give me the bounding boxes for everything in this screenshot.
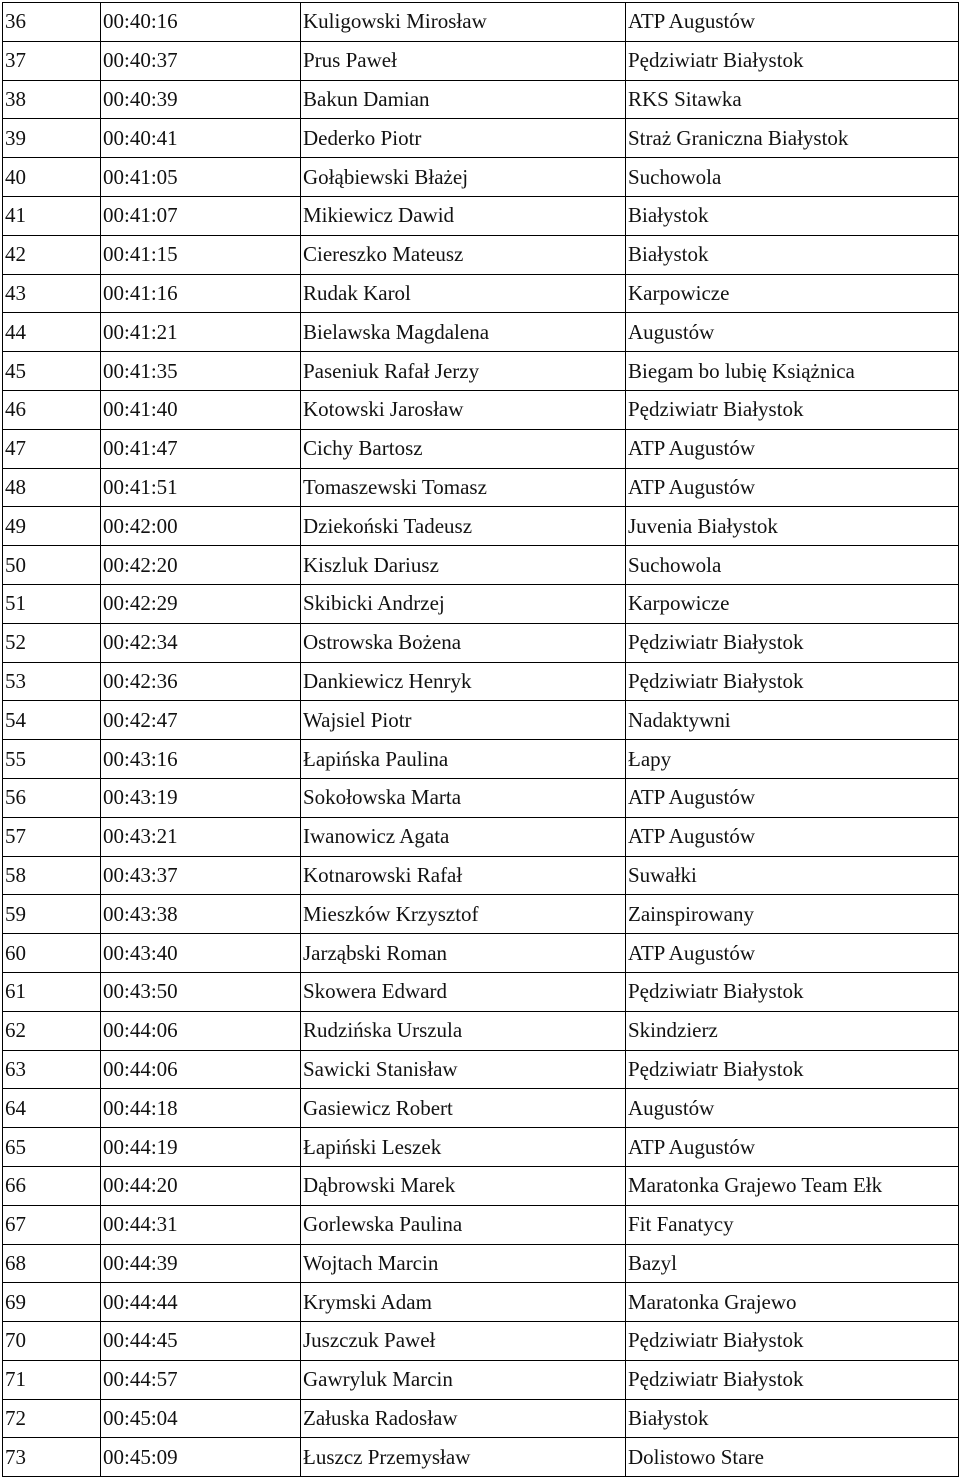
place-cell: 49	[3, 507, 101, 546]
table-row	[3, 1399, 959, 1438]
time-cell: 00:41:40	[101, 390, 301, 429]
table-row	[3, 740, 959, 779]
club-cell: Suwałki	[626, 856, 959, 895]
club-cell: Bazyl	[626, 1244, 959, 1283]
table-row	[3, 1205, 959, 1244]
time-cell: 00:45:09	[101, 1438, 301, 1477]
name-cell: Dankiewicz Henryk	[301, 662, 626, 701]
club-cell: ATP Augustów	[626, 817, 959, 856]
name-cell: Wajsiel Piotr	[301, 701, 626, 740]
time-cell: 00:44:31	[101, 1205, 301, 1244]
club-cell: Maratonka Grajewo	[626, 1283, 959, 1322]
place-cell: 50	[3, 546, 101, 585]
name-cell: Gawryluk Marcin	[301, 1360, 626, 1399]
name-cell: Jarząbski Roman	[301, 934, 626, 973]
time-cell: 00:41:15	[101, 235, 301, 274]
name-cell: Ostrowska Bożena	[301, 623, 626, 662]
time-cell: 00:41:16	[101, 274, 301, 313]
name-cell: Mieszków Krzysztof	[301, 895, 626, 934]
time-cell: 00:40:41	[101, 119, 301, 158]
club-cell: Pędziwiatr Białystok	[626, 1322, 959, 1361]
table-row	[3, 623, 959, 662]
name-cell: Skibicki Andrzej	[301, 584, 626, 623]
club-cell: ATP Augustów	[626, 934, 959, 973]
time-cell: 00:44:45	[101, 1322, 301, 1361]
time-cell: 00:43:40	[101, 934, 301, 973]
place-cell: 57	[3, 817, 101, 856]
place-cell: 70	[3, 1322, 101, 1361]
place-cell: 61	[3, 972, 101, 1011]
club-cell: Pędziwiatr Białystok	[626, 662, 959, 701]
place-cell: 39	[3, 119, 101, 158]
club-cell: Łapy	[626, 740, 959, 779]
name-cell: Kotowski Jarosław	[301, 390, 626, 429]
name-cell: Sawicki Stanisław	[301, 1050, 626, 1089]
name-cell: Dąbrowski Marek	[301, 1166, 626, 1205]
table-row	[3, 546, 959, 585]
name-cell: Skowera Edward	[301, 972, 626, 1011]
table-row	[3, 41, 959, 80]
name-cell: Rudzińska Urszula	[301, 1011, 626, 1050]
club-cell: Karpowicze	[626, 274, 959, 313]
name-cell: Iwanowicz Agata	[301, 817, 626, 856]
club-cell: Pędziwiatr Białystok	[626, 390, 959, 429]
table-row	[3, 1438, 959, 1477]
name-cell: Prus Paweł	[301, 41, 626, 80]
time-cell: 00:41:35	[101, 352, 301, 391]
name-cell: Załuska Radosław	[301, 1399, 626, 1438]
place-cell: 41	[3, 196, 101, 235]
club-cell: Zainspirowany	[626, 895, 959, 934]
name-cell: Łapińska Paulina	[301, 740, 626, 779]
club-cell: Białystok	[626, 1399, 959, 1438]
time-cell: 00:44:57	[101, 1360, 301, 1399]
table-row	[3, 3, 959, 42]
club-cell: Biegam bo lubię Książnica	[626, 352, 959, 391]
table-row	[3, 429, 959, 468]
table-row	[3, 196, 959, 235]
time-cell: 00:42:34	[101, 623, 301, 662]
time-cell: 00:43:37	[101, 856, 301, 895]
time-cell: 00:42:29	[101, 584, 301, 623]
time-cell: 00:41:05	[101, 158, 301, 197]
time-cell: 00:41:47	[101, 429, 301, 468]
name-cell: Kiszluk Dariusz	[301, 546, 626, 585]
time-cell: 00:44:44	[101, 1283, 301, 1322]
table-row	[3, 972, 959, 1011]
club-cell: Augustów	[626, 313, 959, 352]
club-cell: ATP Augustów	[626, 1128, 959, 1167]
club-cell: ATP Augustów	[626, 429, 959, 468]
club-cell: Pędziwiatr Białystok	[626, 1050, 959, 1089]
place-cell: 55	[3, 740, 101, 779]
place-cell: 51	[3, 584, 101, 623]
name-cell: Krymski Adam	[301, 1283, 626, 1322]
results-table-body	[3, 3, 959, 1477]
time-cell: 00:43:50	[101, 972, 301, 1011]
table-row	[3, 274, 959, 313]
club-cell: Nadaktywni	[626, 701, 959, 740]
table-row	[3, 1166, 959, 1205]
place-cell: 37	[3, 41, 101, 80]
club-cell: Białystok	[626, 235, 959, 274]
name-cell: Ciereszko Mateusz	[301, 235, 626, 274]
time-cell: 00:44:39	[101, 1244, 301, 1283]
club-cell: RKS Sitawka	[626, 80, 959, 119]
table-row	[3, 390, 959, 429]
place-cell: 65	[3, 1128, 101, 1167]
name-cell: Wojtach Marcin	[301, 1244, 626, 1283]
table-row	[3, 1128, 959, 1167]
club-cell: Suchowola	[626, 546, 959, 585]
place-cell: 48	[3, 468, 101, 507]
club-cell: Pędziwiatr Białystok	[626, 623, 959, 662]
name-cell: Paseniuk Rafał Jerzy	[301, 352, 626, 391]
table-row	[3, 158, 959, 197]
table-row	[3, 1360, 959, 1399]
time-cell: 00:41:07	[101, 196, 301, 235]
name-cell: Łapiński Leszek	[301, 1128, 626, 1167]
table-row	[3, 817, 959, 856]
table-row	[3, 934, 959, 973]
name-cell: Sokołowska Marta	[301, 778, 626, 817]
club-cell: ATP Augustów	[626, 468, 959, 507]
table-row	[3, 235, 959, 274]
place-cell: 36	[3, 3, 101, 42]
time-cell: 00:43:21	[101, 817, 301, 856]
place-cell: 43	[3, 274, 101, 313]
place-cell: 44	[3, 313, 101, 352]
table-row	[3, 468, 959, 507]
club-cell: Pędziwiatr Białystok	[626, 1360, 959, 1399]
time-cell: 00:42:00	[101, 507, 301, 546]
time-cell: 00:45:04	[101, 1399, 301, 1438]
place-cell: 66	[3, 1166, 101, 1205]
place-cell: 40	[3, 158, 101, 197]
place-cell: 46	[3, 390, 101, 429]
name-cell: Łuszcz Przemysław	[301, 1438, 626, 1477]
time-cell: 00:44:19	[101, 1128, 301, 1167]
club-cell: Dolistowo Stare	[626, 1438, 959, 1477]
place-cell: 54	[3, 701, 101, 740]
table-row	[3, 119, 959, 158]
name-cell: Gołąbiewski Błażej	[301, 158, 626, 197]
club-cell: ATP Augustów	[626, 778, 959, 817]
place-cell: 58	[3, 856, 101, 895]
table-row	[3, 895, 959, 934]
time-cell: 00:43:19	[101, 778, 301, 817]
table-row	[3, 1011, 959, 1050]
time-cell: 00:44:20	[101, 1166, 301, 1205]
name-cell: Kotnarowski Rafał	[301, 856, 626, 895]
table-row	[3, 313, 959, 352]
time-cell: 00:40:16	[101, 3, 301, 42]
name-cell: Mikiewicz Dawid	[301, 196, 626, 235]
place-cell: 52	[3, 623, 101, 662]
time-cell: 00:44:06	[101, 1011, 301, 1050]
table-row	[3, 856, 959, 895]
name-cell: Dziekoński Tadeusz	[301, 507, 626, 546]
name-cell: Bielawska Magdalena	[301, 313, 626, 352]
time-cell: 00:42:47	[101, 701, 301, 740]
place-cell: 71	[3, 1360, 101, 1399]
name-cell: Juszczuk Paweł	[301, 1322, 626, 1361]
club-cell: Karpowicze	[626, 584, 959, 623]
place-cell: 53	[3, 662, 101, 701]
table-row	[3, 1283, 959, 1322]
time-cell: 00:44:18	[101, 1089, 301, 1128]
place-cell: 68	[3, 1244, 101, 1283]
club-cell: Fit Fanatycy	[626, 1205, 959, 1244]
time-cell: 00:41:21	[101, 313, 301, 352]
club-cell: Suchowola	[626, 158, 959, 197]
time-cell: 00:41:51	[101, 468, 301, 507]
time-cell: 00:40:39	[101, 80, 301, 119]
table-row	[3, 1244, 959, 1283]
name-cell: Rudak Karol	[301, 274, 626, 313]
place-cell: 38	[3, 80, 101, 119]
name-cell: Kuligowski Mirosław	[301, 3, 626, 42]
place-cell: 67	[3, 1205, 101, 1244]
club-cell: Augustów	[626, 1089, 959, 1128]
table-row	[3, 662, 959, 701]
club-cell: Białystok	[626, 196, 959, 235]
time-cell: 00:43:16	[101, 740, 301, 779]
place-cell: 60	[3, 934, 101, 973]
time-cell: 00:44:06	[101, 1050, 301, 1089]
place-cell: 62	[3, 1011, 101, 1050]
name-cell: Gorlewska Paulina	[301, 1205, 626, 1244]
place-cell: 45	[3, 352, 101, 391]
place-cell: 73	[3, 1438, 101, 1477]
time-cell: 00:43:38	[101, 895, 301, 934]
name-cell: Cichy Bartosz	[301, 429, 626, 468]
table-row	[3, 584, 959, 623]
place-cell: 63	[3, 1050, 101, 1089]
table-row	[3, 80, 959, 119]
place-cell: 72	[3, 1399, 101, 1438]
time-cell: 00:40:37	[101, 41, 301, 80]
table-row	[3, 1050, 959, 1089]
name-cell: Dederko Piotr	[301, 119, 626, 158]
results-table	[2, 2, 959, 1477]
name-cell: Bakun Damian	[301, 80, 626, 119]
name-cell: Tomaszewski Tomasz	[301, 468, 626, 507]
club-cell: Maratonka Grajewo Team Ełk	[626, 1166, 959, 1205]
club-cell: ATP Augustów	[626, 3, 959, 42]
club-cell: Pędziwiatr Białystok	[626, 41, 959, 80]
table-row	[3, 1322, 959, 1361]
table-row	[3, 701, 959, 740]
place-cell: 56	[3, 778, 101, 817]
table-row	[3, 778, 959, 817]
place-cell: 47	[3, 429, 101, 468]
time-cell: 00:42:20	[101, 546, 301, 585]
club-cell: Pędziwiatr Białystok	[626, 972, 959, 1011]
place-cell: 69	[3, 1283, 101, 1322]
place-cell: 42	[3, 235, 101, 274]
table-row	[3, 1089, 959, 1128]
place-cell: 59	[3, 895, 101, 934]
name-cell: Gasiewicz Robert	[301, 1089, 626, 1128]
club-cell: Straż Graniczna Białystok	[626, 119, 959, 158]
club-cell: Juvenia Białystok	[626, 507, 959, 546]
time-cell: 00:42:36	[101, 662, 301, 701]
club-cell: Skindzierz	[626, 1011, 959, 1050]
table-row	[3, 352, 959, 391]
table-row	[3, 507, 959, 546]
place-cell: 64	[3, 1089, 101, 1128]
